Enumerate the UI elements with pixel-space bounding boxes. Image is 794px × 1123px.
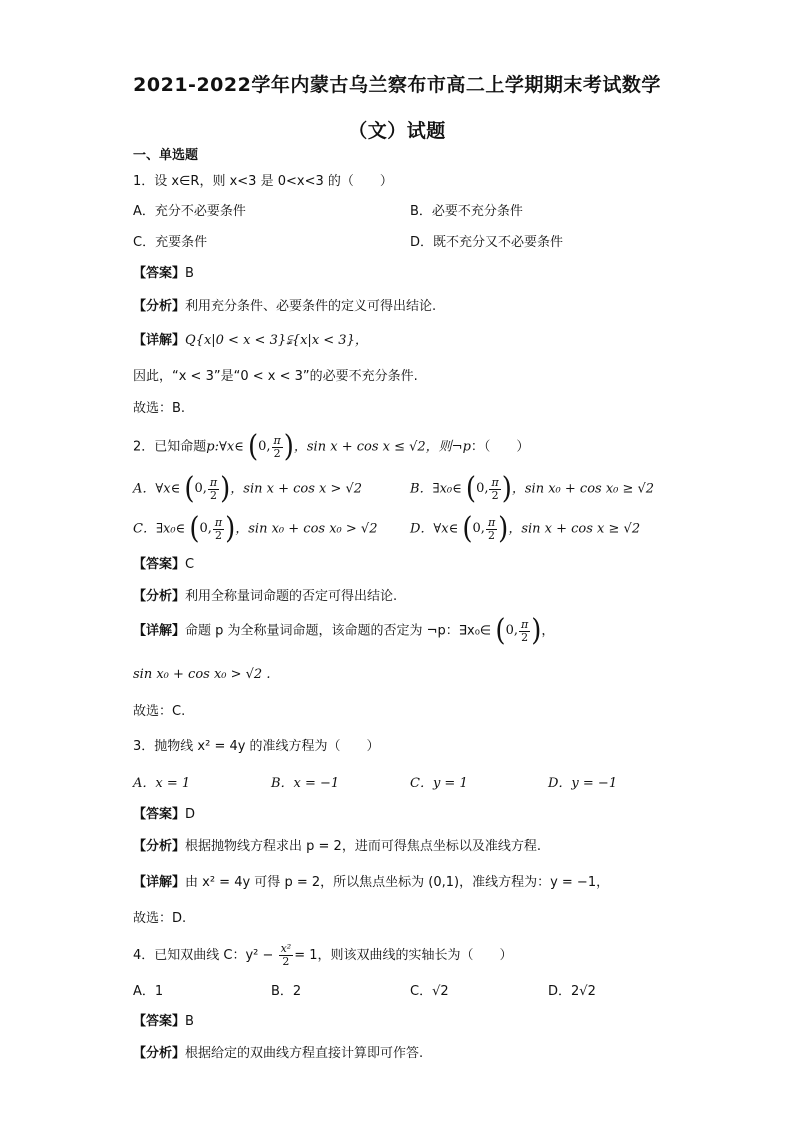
- q3-analysis: 根据抛物线方程求出 p = 2，进而可得焦点坐标以及准线方程.: [185, 839, 541, 854]
- q2-option-d: D．∀x∈ ( 0, $\frac{\pi}{2}$ ) ，sin x + cos x ≥ √2: [410, 511, 641, 547]
- q1-stem: 1．设 x∈R，则 x<3 是 0<x<3 的（ ）: [133, 174, 393, 189]
- q2-stem-ineq: ，sin x + cos x ≤ √2，则: [293, 439, 452, 455]
- q1-answer: B: [185, 266, 194, 281]
- q3-option-c: C．y = 1: [410, 776, 468, 791]
- q3-detail: 由 x² = 4y 可得 p = 2，所以焦点坐标为 (0,1)，准线方程为：y = −1，: [185, 875, 610, 890]
- q2-option-c: C．∃x₀∈ ( 0, $\frac{\pi}{2}$ ) ，sin x₀ + cos x₀ > √2: [133, 511, 378, 547]
- q2-answer: C: [185, 557, 195, 572]
- answer-tag: 【答案】: [133, 266, 186, 281]
- q3-stem: 3．抛物线 x² = 4y 的准线方程为（ ）: [133, 739, 380, 754]
- q4-answer-line: [133, 1012, 194, 1032]
- q2-stem-end: ：（ ）: [470, 439, 530, 455]
- q2-analysis: 利用全称量词命题的否定可得出结论.: [185, 589, 398, 604]
- q2-detail-pre: 命题 p 为全称量词命题，该命题的否定为 ¬p：∃x₀∈: [185, 623, 492, 639]
- q1-analysis: 利用充分条件、必要条件的定义可得出结论.: [185, 299, 437, 314]
- q3-option-d: D．y = −1: [548, 776, 618, 791]
- q2-answer-line: [133, 555, 194, 575]
- q3-analysis-line: [133, 837, 541, 857]
- q2-stem-p: p: [206, 439, 215, 455]
- q2-option-a: A．∀x∈ ( 0, $\frac{\pi}{2}$ ) ，sin x + cos x > √2: [133, 471, 363, 507]
- detail-tag: 【详解】: [133, 875, 186, 890]
- doc-title-line2: （文）试题: [348, 120, 446, 142]
- q2-detail-line2: sin x₀ + cos x₀ > √2 .: [133, 667, 271, 682]
- q3-choose: 故选：D.: [133, 911, 187, 926]
- q1-option-b: B．必要不充分条件: [410, 204, 523, 219]
- q1-detail: Q{x|0 < x < 3}⫋{x|x < 3}，: [185, 333, 368, 348]
- q1-option-c: C．充要条件: [133, 235, 208, 250]
- q1-detail-line: [133, 331, 368, 351]
- q1-choose: 故选：B.: [133, 401, 186, 416]
- q4-option-b: B．2: [271, 984, 302, 999]
- answer-tag: 【答案】: [133, 557, 186, 572]
- q4-option-c: C．√2: [410, 984, 449, 999]
- q4-analysis-line: [133, 1044, 423, 1064]
- detail-tag: 【详解】: [133, 333, 186, 348]
- analysis-tag: 【分析】: [133, 1046, 186, 1061]
- q4-stem-pre: 4．已知双曲线 C：y² −: [133, 948, 274, 963]
- q2-stem-neg: ¬p: [451, 439, 471, 455]
- q4-analysis: 根据给定的双曲线方程直接计算即可作答.: [185, 1046, 424, 1061]
- q2-analysis-line: [133, 587, 397, 607]
- q2-stem-pre: 2．已知命题: [133, 439, 207, 455]
- q2-choose: 故选：C.: [133, 704, 186, 719]
- q4-stem: [133, 942, 512, 970]
- analysis-tag: 【分析】: [133, 589, 186, 604]
- analysis-tag: 【分析】: [133, 299, 186, 314]
- answer-tag: 【答案】: [133, 807, 186, 822]
- q3-answer: D: [185, 807, 196, 822]
- answer-tag: 【答案】: [133, 1014, 186, 1029]
- q1-analysis-line: [133, 297, 436, 317]
- q3-option-a: A．x = 1: [133, 776, 191, 791]
- analysis-tag: 【分析】: [133, 839, 186, 854]
- q2-stem-forall: :∀x∈: [214, 439, 244, 455]
- q3-answer-line: [133, 805, 195, 825]
- q2-detail-post: ，: [541, 623, 555, 639]
- doc-title-line1: 2021-2022学年内蒙古乌兰察布市高二上学期期末考试数学: [133, 74, 661, 96]
- q4-stem-post: = 1，则该双曲线的实轴长为（ ）: [294, 948, 513, 963]
- q2-stem: [133, 429, 530, 465]
- q1-option-d: D．既不充分又不必要条件: [410, 235, 564, 250]
- q1-answer-line: [133, 264, 194, 284]
- q1-option-a: A．充分不必要条件: [133, 204, 246, 219]
- q4-answer: B: [185, 1014, 194, 1029]
- q1-conclusion: 因此，“x < 3”是“0 < x < 3”的必要不充分条件.: [133, 369, 418, 384]
- q4-stem-fraction: $\frac{\text{x²}}{2}$: [280, 942, 292, 968]
- section-heading: 一、单选题: [133, 148, 199, 163]
- q2-option-b: B．∃x₀∈ ( 0, $\frac{\pi}{2}$ ) ，sin x₀ + cos x₀ ≥ √2: [410, 471, 655, 507]
- q4-option-d: D．2√2: [548, 984, 596, 999]
- detail-tag: 【详解】: [133, 623, 186, 639]
- q2-stem-interval: ( 0, $\frac{\pi}{2}$ ): [247, 429, 294, 465]
- q4-option-a: A．1: [133, 984, 164, 999]
- q3-option-b: B．x = −1: [271, 776, 340, 791]
- q2-detail-line: 【详解】命题 p 为全称量词命题，该命题的否定为 ¬p：∃x₀∈ ( 0, $\frac{\pi}{2}$ ) ，: [133, 613, 555, 649]
- q3-detail-line: [133, 873, 609, 893]
